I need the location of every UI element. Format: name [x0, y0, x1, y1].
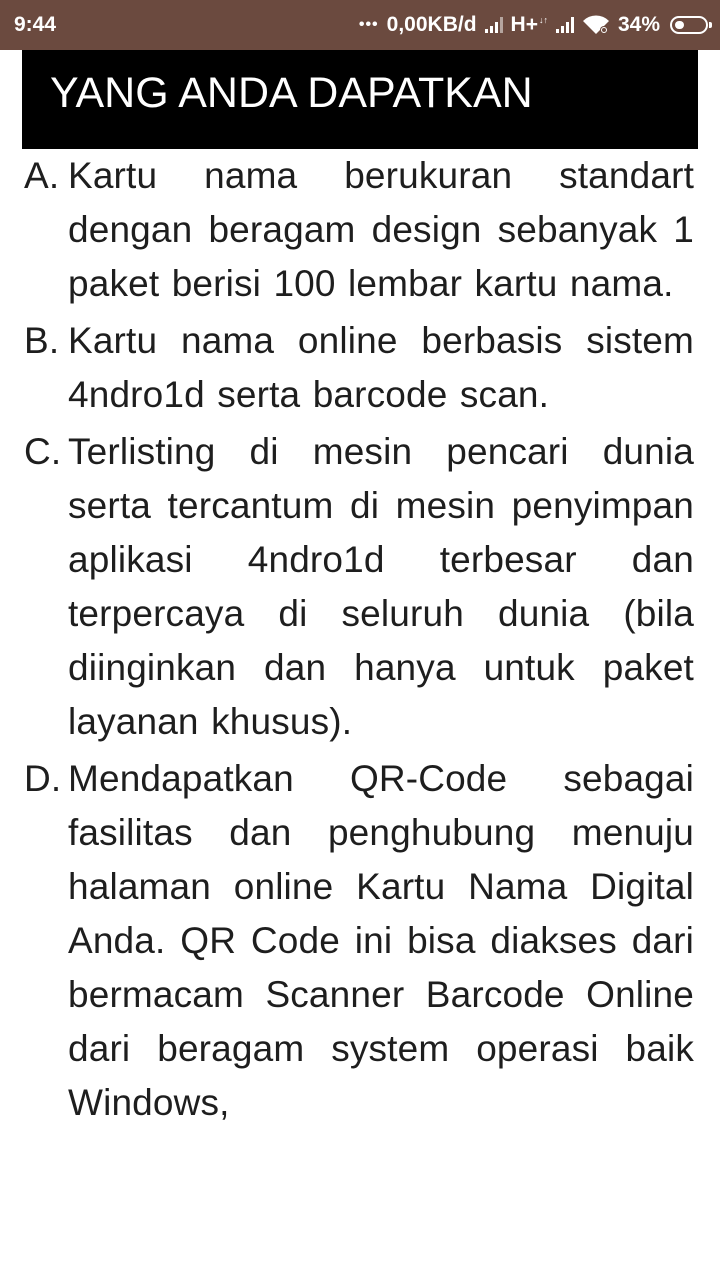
wifi-icon: [582, 15, 610, 35]
list-item-text: Kartu nama berukuran standart dengan beragam design sebanyak 1 paket berisi 100 lembar kartu nama.: [68, 155, 694, 304]
section-heading: YANG ANDA DAPATKAN: [22, 50, 698, 149]
network-type: [511, 13, 548, 37]
list-item-text: Mendapatkan QR-Code sebagai fasilitas dan penghubung menuju halaman online Kartu Nama Digital Anda. QR Code ini bisa diakses dari bermacam Scanner Barcode Online dari beragam system operasi baik Windows,: [68, 758, 694, 1123]
status-time: 9:44: [14, 13, 57, 36]
status-indicators: [359, 13, 708, 37]
signal-icon: [485, 17, 503, 33]
battery-percent: 34%: [617, 13, 660, 36]
list-item: [0, 149, 720, 311]
network-type-label: H+: [510, 13, 538, 36]
list-item-marker: B.: [24, 320, 60, 361]
status-bar: [0, 0, 720, 50]
list-item-text: Terlisting di mesin pencari dunia serta tercantum di mesin penyimpan aplikasi 4ndro1d terbesar dan terpercaya di seluruh dunia (bila diinginkan dan hanya untuk paket layanan khusus).: [68, 431, 694, 742]
notification-dots: •••: [358, 16, 379, 33]
article-content: [0, 50, 720, 1130]
list-item: [0, 425, 720, 749]
list-item-marker: A.: [24, 155, 60, 196]
list-item-marker: C.: [24, 431, 62, 472]
list-item: [0, 314, 720, 422]
network-activity: ↓↑: [538, 15, 548, 25]
list-item: [0, 752, 720, 1130]
signal-icon-2: [556, 17, 574, 33]
network-speed: 0,00KB/d: [386, 13, 477, 36]
list-item-text: Kartu nama online berbasis sistem 4ndro1d serta barcode scan.: [68, 320, 694, 415]
battery-icon: [670, 16, 708, 34]
list-item-marker: D.: [24, 758, 62, 799]
benefit-list: [0, 149, 720, 1130]
